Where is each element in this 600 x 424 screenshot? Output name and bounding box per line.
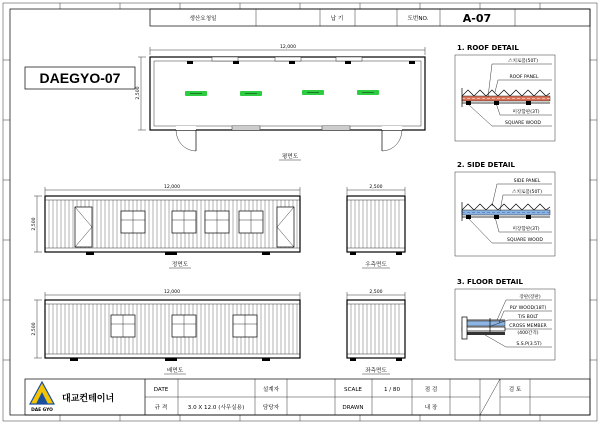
roof-label-plywood: 미장합판(3T)	[512, 110, 540, 115]
front-right-door	[277, 207, 294, 247]
plan-green-fixtures	[185, 90, 379, 96]
roof-label-square-wood: SQUARE WOOD	[505, 121, 541, 126]
request-date-label: 생산요청일	[189, 16, 217, 22]
scale-label: SCALE	[344, 387, 362, 393]
plan-width-dim: 2,500	[136, 86, 141, 100]
front-window-2	[172, 211, 196, 233]
model-name-box	[25, 67, 135, 89]
side-detail	[455, 161, 555, 256]
floor-label-flooring: 장판(장판)	[519, 295, 541, 300]
floor-steel-plate	[462, 332, 505, 335]
front-height-dim: 2,500	[32, 217, 37, 231]
spec-label: 규 격	[154, 405, 168, 411]
company-logo	[30, 382, 54, 413]
back-window-3	[233, 315, 257, 337]
roof-detail-title: 1. ROOF DETAIL	[457, 44, 519, 52]
review-label: 검 토	[508, 387, 522, 393]
right-corrugation	[351, 200, 399, 248]
floor-label-cross-member: CROSS MEMBER	[509, 324, 547, 329]
left-elevation-title: 좌측면도	[365, 368, 387, 374]
manager-label: 담당자	[262, 405, 280, 411]
back-window-1	[111, 315, 135, 337]
model-name: DAEGYO-07	[39, 70, 121, 86]
title-block-diagonal	[480, 379, 500, 415]
plan-view	[135, 44, 425, 160]
floor-cross-member	[462, 327, 505, 331]
front-window-1	[121, 211, 145, 233]
roof-detail	[455, 44, 555, 141]
floor-label-plywood: PLY WOOD(18T)	[509, 306, 547, 311]
right-wall	[347, 196, 405, 252]
floor-label-ts-bolt: T/S BOLT	[517, 315, 539, 320]
roof-label-styrofoam: 스치로폼(50T)	[508, 59, 538, 64]
roof-label-roof-panel: ROOF PANEL	[509, 75, 539, 80]
check-label: 점 검	[424, 387, 438, 393]
right-elevation	[347, 184, 405, 268]
side-insulation-band	[462, 210, 550, 215]
right-width-dim: 2,500	[369, 185, 383, 190]
scale-value: 1 / 80	[383, 387, 401, 393]
drawing-no: A-07	[462, 12, 492, 25]
company-name: 대교컨테이너	[62, 394, 115, 404]
back-elevation-title: 배면도	[166, 368, 184, 374]
front-elevation	[31, 184, 300, 268]
plan-length-dim: 12,000	[279, 45, 297, 50]
back-length-dim: 12,000	[163, 290, 181, 295]
roof-insulation-band	[462, 96, 550, 101]
floor-detail-title: 3. FLOOR DETAIL	[457, 278, 523, 286]
front-length-dim: 12,000	[163, 185, 181, 190]
date-label: DATE	[153, 387, 169, 393]
side-detail-title: 2. SIDE DETAIL	[457, 161, 515, 169]
spec-value: 3.0 X 12.0 (사무실용)	[187, 405, 245, 411]
plan-left-door	[176, 126, 196, 151]
drawing-no-label: 도번NO.	[407, 16, 429, 22]
drawn-label: DRAWN	[342, 405, 364, 411]
floor-label-steel-plate: S.S.P(3.5T)	[516, 342, 542, 347]
side-label-styrofoam: 스치로폼(50T)	[512, 190, 542, 195]
plan-right-door	[382, 126, 402, 151]
plan-windows	[212, 57, 362, 130]
left-width-dim: 2,500	[369, 290, 383, 295]
front-elevation-title: 정면도	[171, 262, 189, 268]
left-elevation	[347, 289, 405, 374]
top-title-block	[150, 9, 590, 26]
back-height-dim: 2,500	[32, 322, 37, 336]
back-window-2	[172, 315, 196, 337]
floor-detail	[455, 278, 555, 360]
side-label-plywood: 미장합판(3T)	[512, 227, 540, 232]
plan-light-fixtures	[187, 61, 415, 64]
due-label: 납 기	[330, 16, 344, 22]
interior-label: 내 장	[424, 405, 438, 411]
side-panel-shape	[462, 204, 550, 210]
right-elevation-title: 우측면도	[365, 262, 387, 268]
left-wall	[347, 300, 405, 358]
designer-label: 설계자	[262, 387, 280, 393]
roof-panel-shape	[462, 90, 550, 96]
side-label-square-wood: SQUARE WOOD	[507, 238, 543, 243]
front-window-4	[239, 211, 263, 233]
side-label-side-panel: SIDE PANEL	[513, 179, 541, 184]
back-elevation	[31, 289, 300, 374]
front-window-3	[205, 211, 229, 233]
company-logo-text: DAE GYO	[31, 408, 53, 413]
bottom-title-block	[25, 379, 590, 415]
plan-title: 평면도	[281, 154, 299, 160]
left-corrugation	[351, 304, 399, 354]
floor-label-spacing: (400간격)	[517, 331, 539, 336]
front-left-door	[75, 207, 92, 247]
